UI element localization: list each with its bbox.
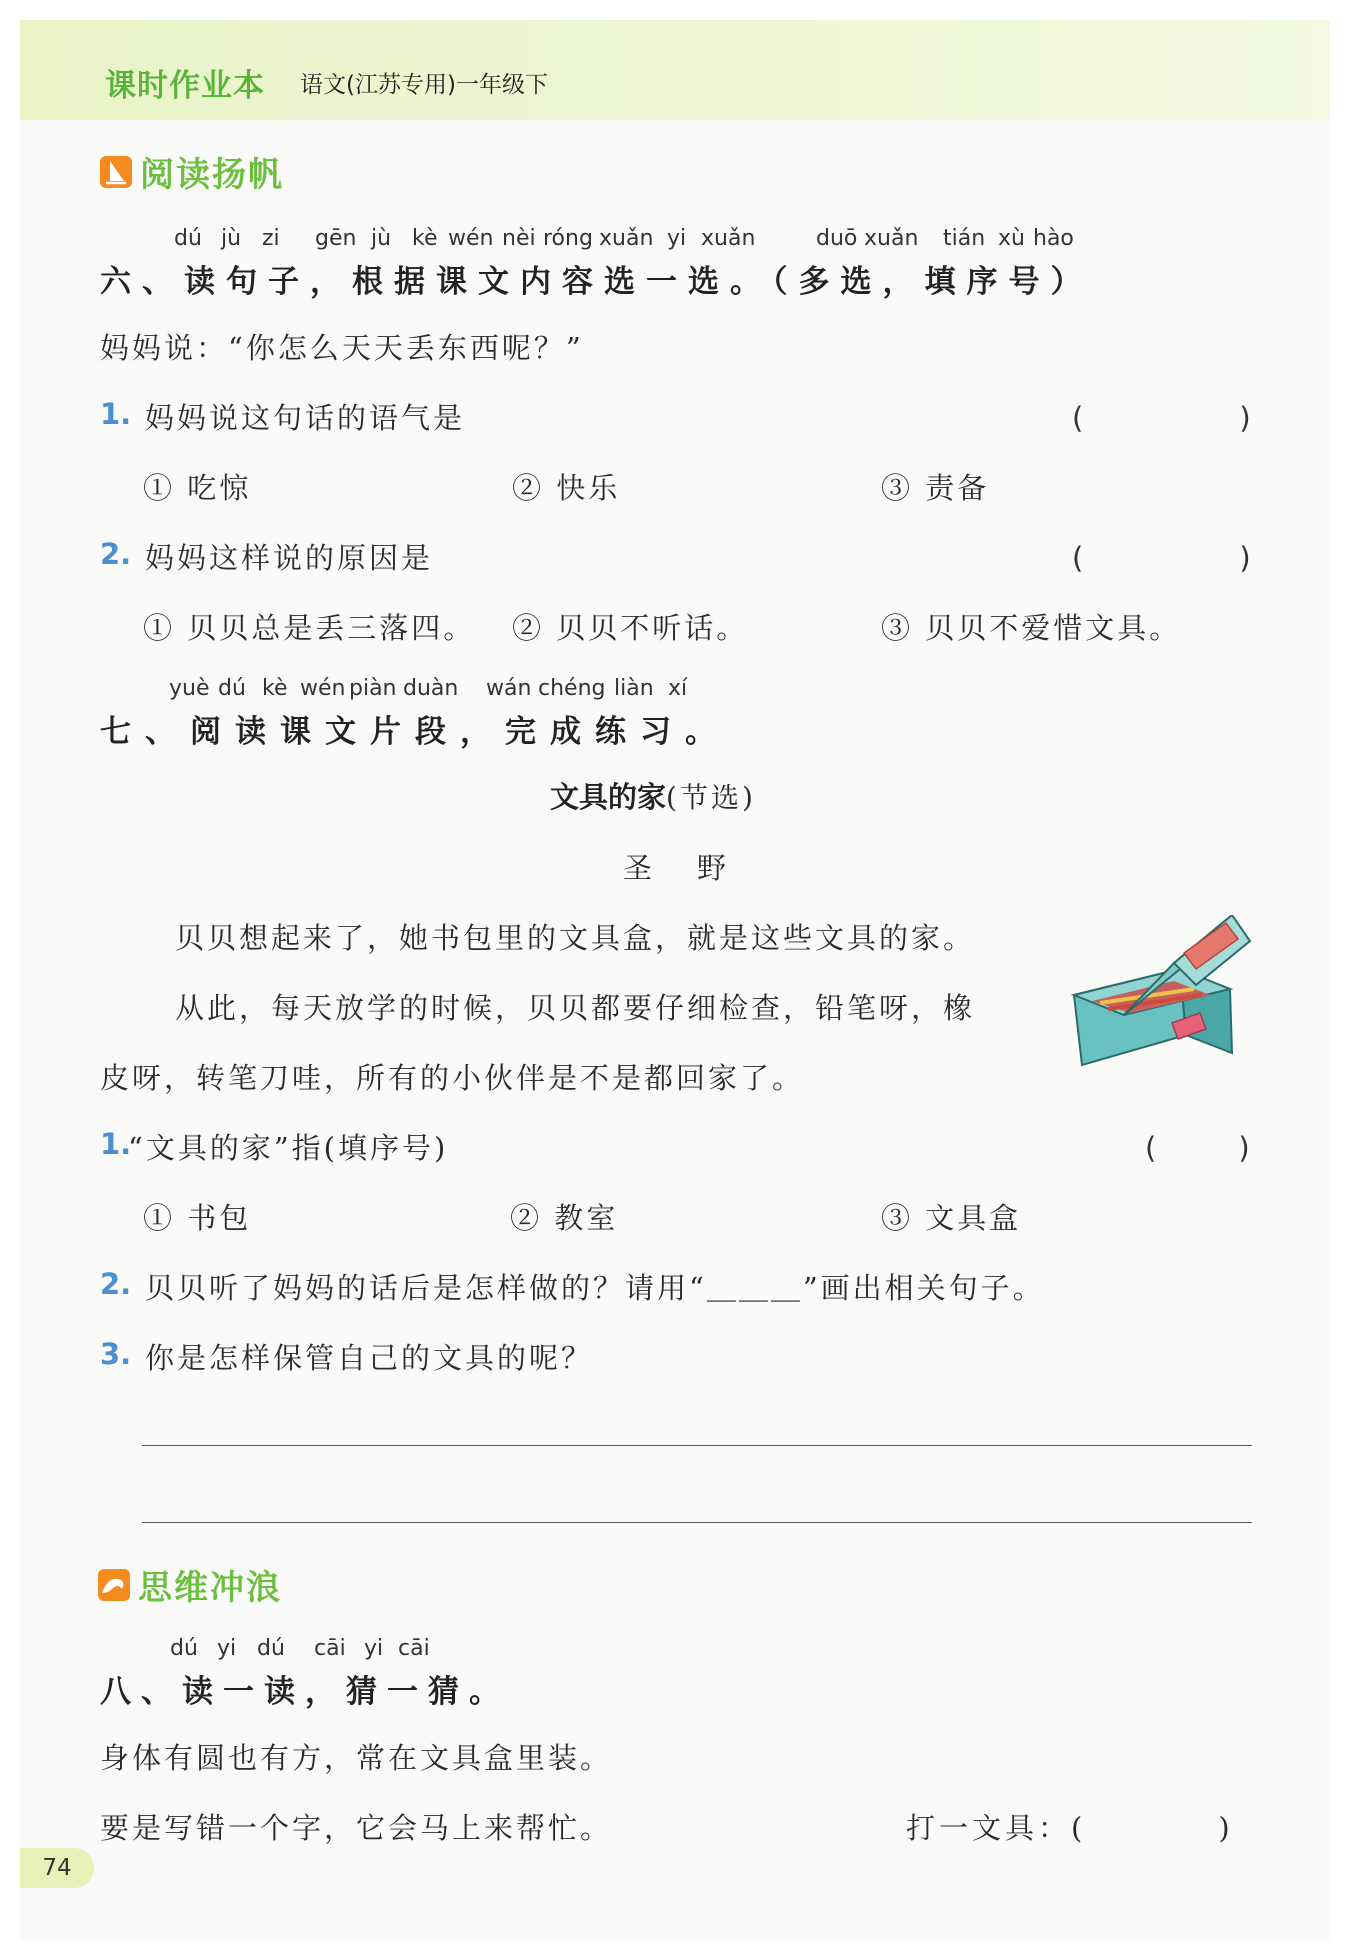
option: ① 贝贝总是丢三落四。 <box>143 611 476 645</box>
question-7-title: 七、阅读课文片段，完成练习。 <box>100 714 730 750</box>
pinyin: cāi <box>398 1636 430 1661</box>
answer-blank[interactable]: ( ) <box>1072 541 1259 575</box>
pinyin: xuǎn <box>701 226 756 251</box>
pinyin: yi <box>667 226 687 251</box>
passage-note: (节选) <box>666 781 756 814</box>
question-text: 妈妈这样说的原因是 <box>145 541 434 575</box>
option: ① 吃惊 <box>143 471 252 505</box>
pinyin: dú <box>257 1636 285 1661</box>
section-header-reading <box>100 147 284 196</box>
pinyin: nèi <box>502 226 536 251</box>
pinyin: wán <box>486 676 532 701</box>
pinyin: cāi <box>314 1636 346 1661</box>
wave-icon <box>98 1569 130 1601</box>
option: ③ 文具盒 <box>881 1201 1022 1235</box>
section-title-reading: 阅读扬帆 <box>140 155 284 195</box>
answer-blank[interactable]: ( ) <box>1145 1131 1258 1165</box>
option: ③ 责备 <box>881 471 990 505</box>
book-subtitle: 语文(江苏专用)一年级下 <box>300 72 548 98</box>
section-title-thinking: 思维冲浪 <box>138 1568 282 1608</box>
pinyin: zi <box>262 226 280 251</box>
option: ② 快乐 <box>512 471 621 505</box>
pinyin: hào <box>1033 226 1074 251</box>
item-number: 2. <box>100 1267 132 1301</box>
item-number: 1. <box>100 1127 132 1161</box>
passage-paragraph: 从此，每天放学的时候，贝贝都要仔细检查，铅笔呀，橡 <box>175 991 976 1025</box>
answer-line[interactable] <box>142 1522 1252 1523</box>
pinyin: gēn <box>315 226 357 251</box>
pinyin: yuè <box>169 676 210 701</box>
pinyin: jù <box>221 226 242 251</box>
pinyin: róng <box>543 226 593 251</box>
option: ③ 贝贝不爱惜文具。 <box>881 611 1182 645</box>
quote-sentence: 妈妈说：“你怎么天天丢东西呢？” <box>100 331 584 365</box>
pinyin: tián <box>943 226 986 251</box>
pinyin: duàn <box>403 676 459 701</box>
question-text: “文具的家”指(填序号) <box>128 1131 449 1165</box>
option: ② 贝贝不听话。 <box>512 611 749 645</box>
pinyin: dú <box>218 676 246 701</box>
passage-paragraph: 贝贝想起来了，她书包里的文具盒，就是这些文具的家。 <box>175 921 976 955</box>
pinyin: xí <box>668 676 688 701</box>
option: ① 书包 <box>143 1201 252 1235</box>
pinyin: jù <box>371 226 392 251</box>
pinyin: piàn <box>349 676 397 701</box>
passage-heading <box>550 775 756 816</box>
pinyin: kè <box>412 226 438 251</box>
sail-icon <box>100 156 132 188</box>
pinyin: xù <box>998 226 1025 251</box>
section-header-thinking <box>98 1560 282 1609</box>
pinyin: yi <box>217 1636 237 1661</box>
item-number: 2. <box>100 537 132 571</box>
question-text: 妈妈说这句话的语气是 <box>145 401 466 435</box>
pinyin: dú <box>174 226 202 251</box>
pinyin: chéng <box>538 676 606 701</box>
pinyin: kè <box>262 676 288 701</box>
pinyin: xuǎn <box>864 226 919 251</box>
item-number: 1. <box>100 397 132 431</box>
answer-line[interactable] <box>142 1445 1252 1446</box>
riddle-line: 身体有圆也有方，常在文具盒里装。 <box>100 1741 613 1775</box>
page-number: 74 <box>20 1848 94 1888</box>
passage-author: 圣 野 <box>623 851 735 885</box>
riddle-answer-blank[interactable]: 打一文具：( ) <box>906 1811 1234 1845</box>
question-text: 贝贝听了妈妈的话后是怎样做的？请用“＿＿＿”画出相关句子。 <box>145 1271 1045 1305</box>
pencil-case-illustration <box>1062 915 1258 1079</box>
passage-title: 文具的家 <box>550 780 667 814</box>
item-number: 3. <box>100 1337 132 1371</box>
question-8-title: 八、读一读，猜一猜。 <box>100 1674 510 1710</box>
riddle-line: 要是写错一个字，它会马上来帮忙。 <box>100 1811 613 1845</box>
pinyin: liàn <box>614 676 654 701</box>
book-name: 课时作业本 <box>105 68 265 104</box>
pinyin: dú <box>170 1636 198 1661</box>
pinyin: wén <box>300 676 346 701</box>
question-text: 你是怎样保管自己的文具的呢？ <box>145 1341 594 1375</box>
pinyin: yi <box>364 1636 384 1661</box>
pinyin: duō <box>816 226 858 251</box>
question-6-title: 六、读句子，根据课文内容选一选。（多选，填序号） <box>100 264 1093 300</box>
pinyin: xuǎn <box>599 226 654 251</box>
passage-paragraph: 皮呀，转笔刀哇，所有的小伙伴是不是都回家了。 <box>100 1061 805 1095</box>
pinyin: wén <box>448 226 494 251</box>
answer-blank[interactable]: ( ) <box>1072 401 1259 435</box>
option: ② 教室 <box>510 1201 619 1235</box>
